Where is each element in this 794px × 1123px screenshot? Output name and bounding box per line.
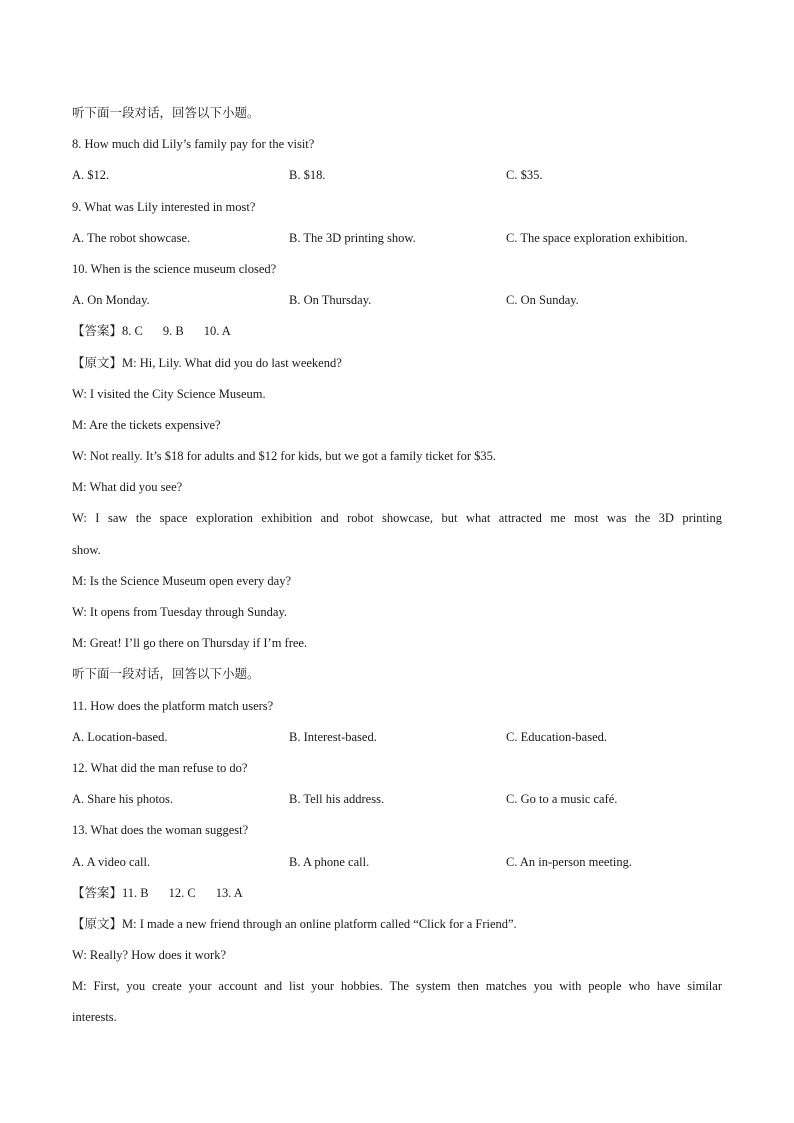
- option-c: C. Education-based.: [506, 729, 608, 744]
- option-a: A. The robot showcase.: [72, 230, 191, 245]
- question-12: 12. What did the man refuse to do?: [72, 760, 248, 775]
- question-11-options: [72, 724, 722, 755]
- transcript-line: [72, 911, 722, 942]
- option-c: C. Go to a music café.: [506, 792, 618, 807]
- question-13: 13. What does the woman suggest?: [72, 823, 249, 838]
- option-c: C. On Sunday.: [506, 293, 579, 308]
- option-c: C. The space exploration exhibition.: [506, 230, 688, 245]
- transcript-line: M: What did you see?: [72, 480, 183, 495]
- question-9: 9. What was Lily interested in most?: [72, 199, 256, 214]
- question-8: 8. How much did Lily’s family pay for the visit?: [72, 137, 315, 152]
- answer-item: 8. C: [122, 324, 143, 339]
- transcript-text: M: I made a new friend through an online platform called “Click for a Friend”.: [122, 916, 517, 931]
- transcript-line: M: First, you create your account and list your hobbies. The system then matches you with people who have similar: [72, 979, 722, 994]
- transcript-text: M: Hi, Lily. What did you do last weekend?: [122, 355, 342, 370]
- question-10-options: [72, 287, 722, 318]
- question-10: 10. When is the science museum closed?: [72, 261, 277, 276]
- answer-item: 10. A: [203, 324, 231, 339]
- option-b: B. Interest-based.: [289, 729, 377, 744]
- option-c: C. An in-person meeting.: [506, 854, 633, 869]
- option-b: B. Tell his address.: [289, 792, 385, 807]
- transcript-line: W: I saw the space exploration exhibition and robot showcase, but what attracted me most was the 3D printing: [72, 511, 722, 526]
- transcript-line: W: Really? How does it work?: [72, 948, 227, 963]
- transcript-line: W: It opens from Tuesday through Sunday.: [72, 605, 288, 619]
- question-11: 11. How does the platform match users?: [72, 698, 274, 713]
- answer-item: 11. B: [122, 885, 149, 900]
- section-instruction: 听下面一段对话，回答以下小题。: [72, 666, 260, 682]
- transcript-label: 【原文】: [72, 354, 123, 370]
- answer-label: 【答案】: [72, 323, 123, 339]
- answer-line: [72, 880, 722, 911]
- answer-label: 【答案】: [72, 884, 123, 900]
- option-c: C. $35.: [506, 168, 543, 183]
- answer-item: 13. A: [215, 885, 243, 900]
- option-a: A. Location-based.: [72, 729, 168, 744]
- transcript-line: M: Great! I’ll go there on Thursday if I’m free.: [72, 636, 308, 651]
- document-page: [72, 100, 722, 1036]
- transcript-line: M: Are the tickets expensive?: [72, 417, 221, 432]
- option-b: B. A phone call.: [289, 854, 370, 869]
- option-b: B. $18.: [289, 168, 326, 183]
- option-a: A. A video call.: [72, 854, 151, 869]
- answer-item: 12. C: [168, 885, 196, 900]
- transcript-line: W: Not really. It’s $18 for adults and $12 for kids, but we got a family ticket for $35.: [72, 449, 496, 464]
- question-13-options: [72, 849, 722, 880]
- transcript-line: [72, 350, 722, 381]
- answer-line: [72, 318, 722, 349]
- question-8-options: [72, 162, 722, 193]
- option-a: A. On Monday.: [72, 293, 150, 308]
- option-b: B. On Thursday.: [289, 293, 372, 308]
- transcript-line: show.: [72, 542, 101, 557]
- transcript-line: interests.: [72, 1010, 117, 1025]
- question-12-options: [72, 786, 722, 817]
- transcript-line: M: Is the Science Museum open every day?: [72, 573, 292, 588]
- transcript-line: W: I visited the City Science Museum.: [72, 386, 266, 401]
- option-b: B. The 3D printing show.: [289, 230, 416, 245]
- question-9-options: [72, 225, 722, 256]
- section-instruction: 听下面一段对话，回答以下小题。: [72, 105, 260, 120]
- option-a: A. $12.: [72, 168, 110, 183]
- answer-item: 9. B: [162, 324, 184, 339]
- option-a: A. Share his photos.: [72, 792, 174, 807]
- transcript-label: 【原文】: [72, 915, 123, 931]
